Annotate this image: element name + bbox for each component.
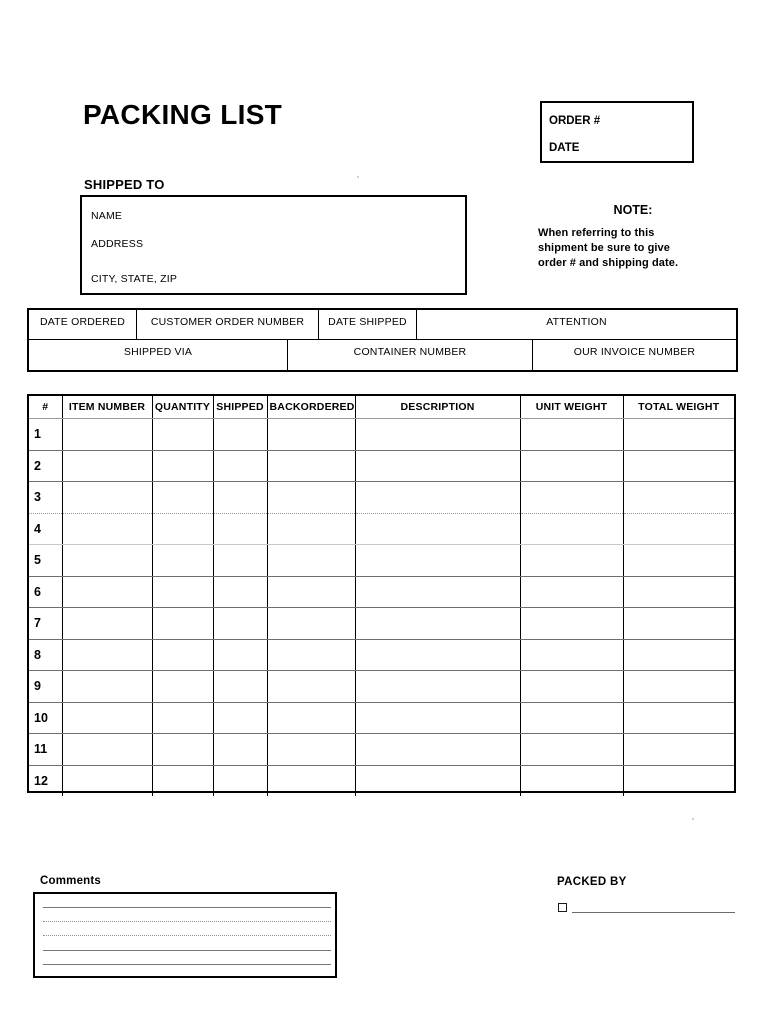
table-row bbox=[29, 576, 734, 608]
column-header-unit-weight: UNIT WEIGHT bbox=[520, 396, 623, 419]
cell-shipped[interactable] bbox=[213, 419, 267, 451]
cell-row-number: 10 bbox=[29, 702, 62, 734]
note-body-line: When referring to this bbox=[538, 227, 655, 239]
table-row bbox=[29, 639, 734, 671]
comments-label: Comments bbox=[40, 875, 102, 887]
cell-description[interactable] bbox=[355, 513, 520, 545]
column-header-total-weight: TOTAL WEIGHT bbox=[623, 396, 734, 419]
field-container-number[interactable] bbox=[288, 340, 533, 370]
cell-item-number[interactable] bbox=[62, 450, 152, 482]
cell-description[interactable] bbox=[355, 482, 520, 514]
cell-row-number: 7 bbox=[29, 608, 62, 640]
cell-row-number: 11 bbox=[29, 734, 62, 766]
cell-description[interactable] bbox=[355, 702, 520, 734]
column-header-description: DESCRIPTION bbox=[355, 396, 520, 419]
table-row bbox=[29, 513, 734, 545]
cell-item-number[interactable] bbox=[62, 671, 152, 703]
cell-item-number[interactable] bbox=[62, 608, 152, 640]
cell-item-number[interactable] bbox=[62, 702, 152, 734]
cell-backordered[interactable] bbox=[267, 450, 355, 482]
packed-by-label: PACKED BY bbox=[557, 876, 627, 888]
cell-shipped[interactable] bbox=[213, 513, 267, 545]
cell-backordered[interactable] bbox=[267, 734, 355, 766]
cell-row-number: 12 bbox=[29, 765, 62, 796]
cell-total-weight[interactable] bbox=[623, 450, 734, 482]
cell-backordered[interactable] bbox=[267, 702, 355, 734]
scan-artifact-speck bbox=[357, 176, 359, 178]
field-date-shipped[interactable] bbox=[319, 310, 417, 339]
cell-description[interactable] bbox=[355, 765, 520, 796]
cell-description[interactable] bbox=[355, 450, 520, 482]
cell-description[interactable] bbox=[355, 545, 520, 577]
column-header-index: # bbox=[29, 396, 62, 419]
note-block bbox=[538, 203, 718, 271]
cell-shipped[interactable] bbox=[213, 765, 267, 796]
note-body bbox=[538, 226, 718, 271]
table-row bbox=[29, 482, 734, 514]
cell-row-number: 4 bbox=[29, 513, 62, 545]
column-header-item-number: ITEM NUMBER bbox=[62, 396, 152, 419]
cell-backordered[interactable] bbox=[267, 419, 355, 451]
cell-quantity[interactable] bbox=[152, 671, 213, 703]
field-date-shipped-label: DATE SHIPPED bbox=[328, 316, 407, 328]
cell-unit-weight[interactable] bbox=[520, 702, 623, 734]
comments-writing-line bbox=[43, 964, 331, 965]
line-items-grid bbox=[29, 396, 734, 796]
cell-backordered[interactable] bbox=[267, 576, 355, 608]
cell-quantity[interactable] bbox=[152, 513, 213, 545]
note-body-line: order # and shipping date. bbox=[538, 257, 679, 269]
cell-backordered[interactable] bbox=[267, 608, 355, 640]
cell-total-weight[interactable] bbox=[623, 576, 734, 608]
table-row bbox=[29, 545, 734, 577]
cell-total-weight[interactable] bbox=[623, 608, 734, 640]
column-header-shipped: SHIPPED bbox=[213, 396, 267, 419]
cell-shipped[interactable] bbox=[213, 702, 267, 734]
line-items-body bbox=[29, 419, 734, 797]
cell-total-weight[interactable] bbox=[623, 765, 734, 796]
cell-shipped[interactable] bbox=[213, 545, 267, 577]
cell-row-number: 8 bbox=[29, 639, 62, 671]
cell-description[interactable] bbox=[355, 608, 520, 640]
field-shipped-via[interactable] bbox=[29, 340, 288, 370]
cell-unit-weight[interactable] bbox=[520, 545, 623, 577]
cell-unit-weight[interactable] bbox=[520, 419, 623, 451]
cell-description[interactable] bbox=[355, 671, 520, 703]
comments-writing-line bbox=[43, 935, 331, 936]
cell-unit-weight[interactable] bbox=[520, 608, 623, 640]
cell-total-weight[interactable] bbox=[623, 702, 734, 734]
shipment-info-row-2 bbox=[29, 340, 736, 370]
cell-description[interactable] bbox=[355, 639, 520, 671]
cell-shipped[interactable] bbox=[213, 450, 267, 482]
cell-backordered[interactable] bbox=[267, 671, 355, 703]
column-header-backordered: BACKORDERED bbox=[267, 396, 355, 419]
table-row bbox=[29, 671, 734, 703]
cell-row-number: 3 bbox=[29, 482, 62, 514]
shipped-to-name-label: NAME bbox=[91, 210, 123, 222]
cell-total-weight[interactable] bbox=[623, 639, 734, 671]
cell-item-number[interactable] bbox=[62, 513, 152, 545]
cell-shipped[interactable] bbox=[213, 734, 267, 766]
cell-total-weight[interactable] bbox=[623, 671, 734, 703]
comments-writing-line bbox=[43, 921, 331, 922]
cell-quantity[interactable] bbox=[152, 702, 213, 734]
cell-backordered[interactable] bbox=[267, 765, 355, 796]
column-header-quantity: QUANTITY bbox=[152, 396, 213, 419]
cell-unit-weight[interactable] bbox=[520, 765, 623, 796]
shipped-to-box[interactable] bbox=[80, 195, 467, 295]
cell-shipped[interactable] bbox=[213, 576, 267, 608]
shipped-to-address-label: ADDRESS bbox=[91, 238, 144, 250]
cell-unit-weight[interactable] bbox=[520, 450, 623, 482]
cell-row-number: 2 bbox=[29, 450, 62, 482]
packed-by-signature-line[interactable] bbox=[572, 912, 735, 913]
packed-by-checkbox[interactable] bbox=[558, 903, 567, 912]
note-body-line: shipment be sure to give bbox=[538, 242, 670, 254]
shipment-info-row-1 bbox=[29, 310, 736, 340]
cell-description[interactable] bbox=[355, 734, 520, 766]
order-date-label: DATE bbox=[549, 142, 580, 154]
comments-box[interactable] bbox=[33, 892, 337, 978]
cell-item-number[interactable] bbox=[62, 765, 152, 796]
table-row bbox=[29, 765, 734, 796]
cell-item-number[interactable] bbox=[62, 419, 152, 451]
table-header-row bbox=[29, 396, 734, 419]
page-title: PACKING LIST bbox=[83, 99, 283, 130]
order-info-box bbox=[540, 101, 694, 163]
cell-item-number[interactable] bbox=[62, 482, 152, 514]
field-container-number-label: CONTAINER NUMBER bbox=[353, 346, 467, 358]
cell-row-number: 5 bbox=[29, 545, 62, 577]
cell-quantity[interactable] bbox=[152, 765, 213, 796]
cell-shipped[interactable] bbox=[213, 608, 267, 640]
cell-backordered[interactable] bbox=[267, 513, 355, 545]
cell-item-number[interactable] bbox=[62, 639, 152, 671]
cell-backordered[interactable] bbox=[267, 639, 355, 671]
cell-unit-weight[interactable] bbox=[520, 639, 623, 671]
shipped-to-city-state-zip-label: CITY, STATE, ZIP bbox=[91, 273, 178, 285]
cell-total-weight[interactable] bbox=[623, 513, 734, 545]
field-customer-order-number[interactable] bbox=[137, 310, 319, 339]
shipped-to-heading: SHIPPED TO bbox=[84, 177, 165, 192]
line-items-table bbox=[27, 394, 736, 793]
cell-quantity[interactable] bbox=[152, 482, 213, 514]
cell-backordered[interactable] bbox=[267, 545, 355, 577]
cell-unit-weight[interactable] bbox=[520, 513, 623, 545]
cell-total-weight[interactable] bbox=[623, 545, 734, 577]
cell-row-number: 6 bbox=[29, 576, 62, 608]
table-row bbox=[29, 608, 734, 640]
cell-total-weight[interactable] bbox=[623, 419, 734, 451]
field-our-invoice-number-label: OUR INVOICE NUMBER bbox=[573, 346, 696, 358]
note-title: NOTE: bbox=[613, 203, 653, 217]
cell-quantity[interactable] bbox=[152, 545, 213, 577]
field-our-invoice-number[interactable] bbox=[533, 340, 736, 370]
cell-item-number[interactable] bbox=[62, 576, 152, 608]
field-date-ordered[interactable] bbox=[29, 310, 137, 339]
cell-item-number[interactable] bbox=[62, 545, 152, 577]
table-row bbox=[29, 419, 734, 451]
cell-total-weight[interactable] bbox=[623, 482, 734, 514]
cell-quantity[interactable] bbox=[152, 419, 213, 451]
cell-quantity[interactable] bbox=[152, 450, 213, 482]
shipment-info-band bbox=[27, 308, 738, 372]
cell-quantity[interactable] bbox=[152, 576, 213, 608]
cell-row-number: 9 bbox=[29, 671, 62, 703]
table-row bbox=[29, 702, 734, 734]
cell-unit-weight[interactable] bbox=[520, 734, 623, 766]
cell-quantity[interactable] bbox=[152, 734, 213, 766]
field-attention-label: ATTENTION bbox=[546, 316, 607, 328]
cell-unit-weight[interactable] bbox=[520, 576, 623, 608]
cell-shipped[interactable] bbox=[213, 639, 267, 671]
cell-unit-weight[interactable] bbox=[520, 671, 623, 703]
cell-description[interactable] bbox=[355, 419, 520, 451]
scan-artifact-speck bbox=[692, 818, 694, 820]
cell-quantity[interactable] bbox=[152, 639, 213, 671]
field-date-ordered-label: DATE ORDERED bbox=[39, 316, 126, 328]
table-row bbox=[29, 734, 734, 766]
cell-row-number: 1 bbox=[29, 419, 62, 451]
cell-unit-weight[interactable] bbox=[520, 482, 623, 514]
field-attention[interactable] bbox=[417, 310, 736, 339]
cell-description[interactable] bbox=[355, 576, 520, 608]
table-row bbox=[29, 450, 734, 482]
comments-writing-line bbox=[43, 907, 331, 908]
field-shipped-via-label: SHIPPED VIA bbox=[123, 346, 193, 358]
cell-quantity[interactable] bbox=[152, 608, 213, 640]
cell-total-weight[interactable] bbox=[623, 734, 734, 766]
cell-item-number[interactable] bbox=[62, 734, 152, 766]
order-number-label: ORDER # bbox=[549, 115, 601, 127]
field-customer-order-number-label: CUSTOMER ORDER NUMBER bbox=[150, 316, 305, 328]
cell-shipped[interactable] bbox=[213, 671, 267, 703]
cell-shipped[interactable] bbox=[213, 482, 267, 514]
cell-backordered[interactable] bbox=[267, 482, 355, 514]
comments-writing-line bbox=[43, 950, 331, 951]
